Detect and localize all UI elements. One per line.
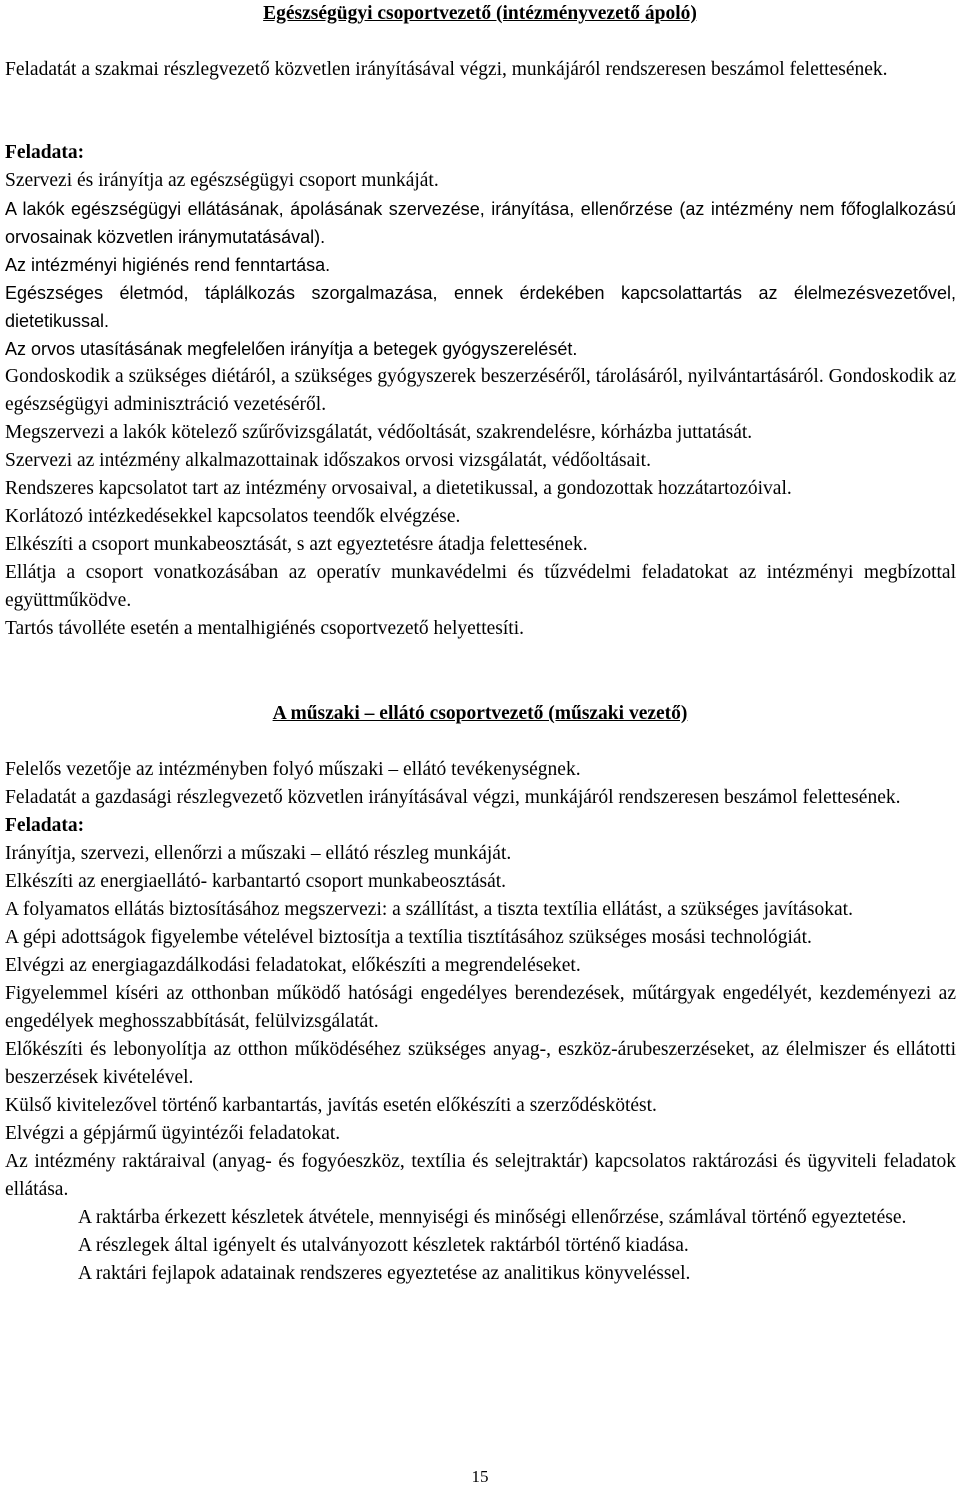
section1-item: Korlátozó intézkedésekkel kapcsolatos teendők elvégzése. xyxy=(5,506,461,527)
section1-title: Egészségügyi csoportvezető (intézményvezető ápoló) xyxy=(263,3,697,24)
section1-item: Az orvos utasításának megfelelően irányítja a betegek gyógyszerelését. xyxy=(5,339,578,359)
section2-sub-item: A raktári fejlapok adatainak rendszeres egyeztetése az analitikus könyveléssel. xyxy=(78,1263,691,1284)
section2-intro: Felelős vezetője az intézményben folyó műszaki – ellátó tevékenységnek. xyxy=(5,759,581,780)
section2-sub-item: A részlegek által igényelt és utalványozott készletek raktárból történő kiadása. xyxy=(78,1235,689,1256)
section2-item: A gépi adottságok figyelembe vételével biztosítja a textília tisztításához szükséges mosási technológiát. xyxy=(5,927,812,948)
section2-item: Külső kivitelezővel történő karbantartás, javítás esetén előkészíti a szerződéskötést. xyxy=(5,1095,657,1116)
section2-item: Előkészíti és lebonyolítja az otthon működéséhez szükséges anyag-, eszköz-árubeszerzéseket, az élelmiszer és ellátotti beszerzések kivételével. xyxy=(5,1039,956,1088)
section1-item: Elkészíti a csoport munkabeosztását, s azt egyeztetésre átadja felettesének. xyxy=(5,534,588,555)
section2-item: Elkészíti az energiaellátó- karbantartó csoport munkabeosztását. xyxy=(5,871,507,892)
section1-tasks-block xyxy=(5,139,956,643)
section1-item: A lakók egészségügyi ellátásának, ápolásának szervezése, irányítása, ellenőrzése (az intézmény nem főfoglalkozású orvosainak közvetlen iránymutatásával). xyxy=(5,199,956,247)
section1-item: Egészséges életmód, táplálkozás szorgalmazása, ennek érdekében kapcsolattartás az élelmezésvezetővel, dietetikussal. xyxy=(5,283,956,331)
section2-title: A műszaki – ellátó csoportvezető (műszaki vezető) xyxy=(272,703,688,724)
section2-item: A folyamatos ellátás biztosításához megszervezi: a szállítást, a tiszta textília ellátást, a szükséges javításokat. xyxy=(5,899,853,920)
section1-item: Szervezi és irányítja az egészségügyi csoport munkáját. xyxy=(5,170,439,191)
section1-item: Szervezi az intézmény alkalmazottainak időszakos orvosi vizsgálatát, védőoltásait. xyxy=(5,450,651,471)
section2-item: Irányítja, szervezi, ellenőrzi a műszaki – ellátó részleg munkáját. xyxy=(5,843,512,864)
section2-item: Elvégzi az energiagazdálkodási feladatokat, előkészíti a megrendeléseket. xyxy=(5,955,581,976)
section1-item: Rendszeres kapcsolatot tart az intézmény orvosaival, a dietetikussal, a gondozottak hozzátartozóival. xyxy=(5,478,792,499)
section1-intro: Feladatát a szakmai részlegvezető közvetlen irányításával végzi, munkájáról rendszeresen beszámol felettesének. xyxy=(5,59,888,80)
section1-item: Gondoskodik a szükséges diétáról, a szükséges gyógyszerek beszerzéséről, tárolásáról, nyilvántartásáról. Gondoskodik az egészségügyi adminisztráció vezetéséről. xyxy=(5,366,956,415)
section1-item: Megszervezi a lakók kötelező szűrővizsgálatát, védőoltását, szakrendelésre, kórházba juttatását. xyxy=(5,422,753,443)
section2-item: Figyelemmel kíséri az otthonban működő hatósági engedélyes berendezések, műtárgyak engedélyét, kezdeményezi az engedélyek meghosszabbítását, felülvizsgálatát. xyxy=(5,983,956,1032)
section1-intro-block xyxy=(5,56,956,84)
section2-intro: Feladatát a gazdasági részlegvezető közvetlen irányításával végzi, munkájáról rendszeresen beszámol felettesének. xyxy=(5,787,901,808)
section2-item: Az intézmény raktáraival (anyag- és fogyóeszköz, textília és selejtraktár) kapcsolatos raktározási és ügyviteli feladatok ellátása. xyxy=(5,1151,956,1200)
section1-item: Tartós távolléte esetén a mentalhigiénés csoportvezető helyettesíti. xyxy=(5,618,524,639)
page-number: 15 xyxy=(471,1467,489,1486)
section2-tasks-block xyxy=(5,756,956,1288)
section2-item: Elvégzi a gépjármű ügyintézői feladatokat. xyxy=(5,1123,341,1144)
section1-feladata-label: Feladata: xyxy=(5,142,85,163)
section1-item: Az intézményi higiénés rend fenntartása. xyxy=(5,255,331,275)
section2-feladata-label: Feladata: xyxy=(5,815,85,836)
section2-sub-item: A raktárba érkezett készletek átvétele, mennyiségi és minőségi ellenőrzése, számlával történő egyeztetése. xyxy=(78,1207,907,1228)
section1-item: Ellátja a csoport vonatkozásában az operatív munkavédelmi és tűzvédelmi feladatokat az intézményi megbízottal együttműködve. xyxy=(5,562,956,611)
